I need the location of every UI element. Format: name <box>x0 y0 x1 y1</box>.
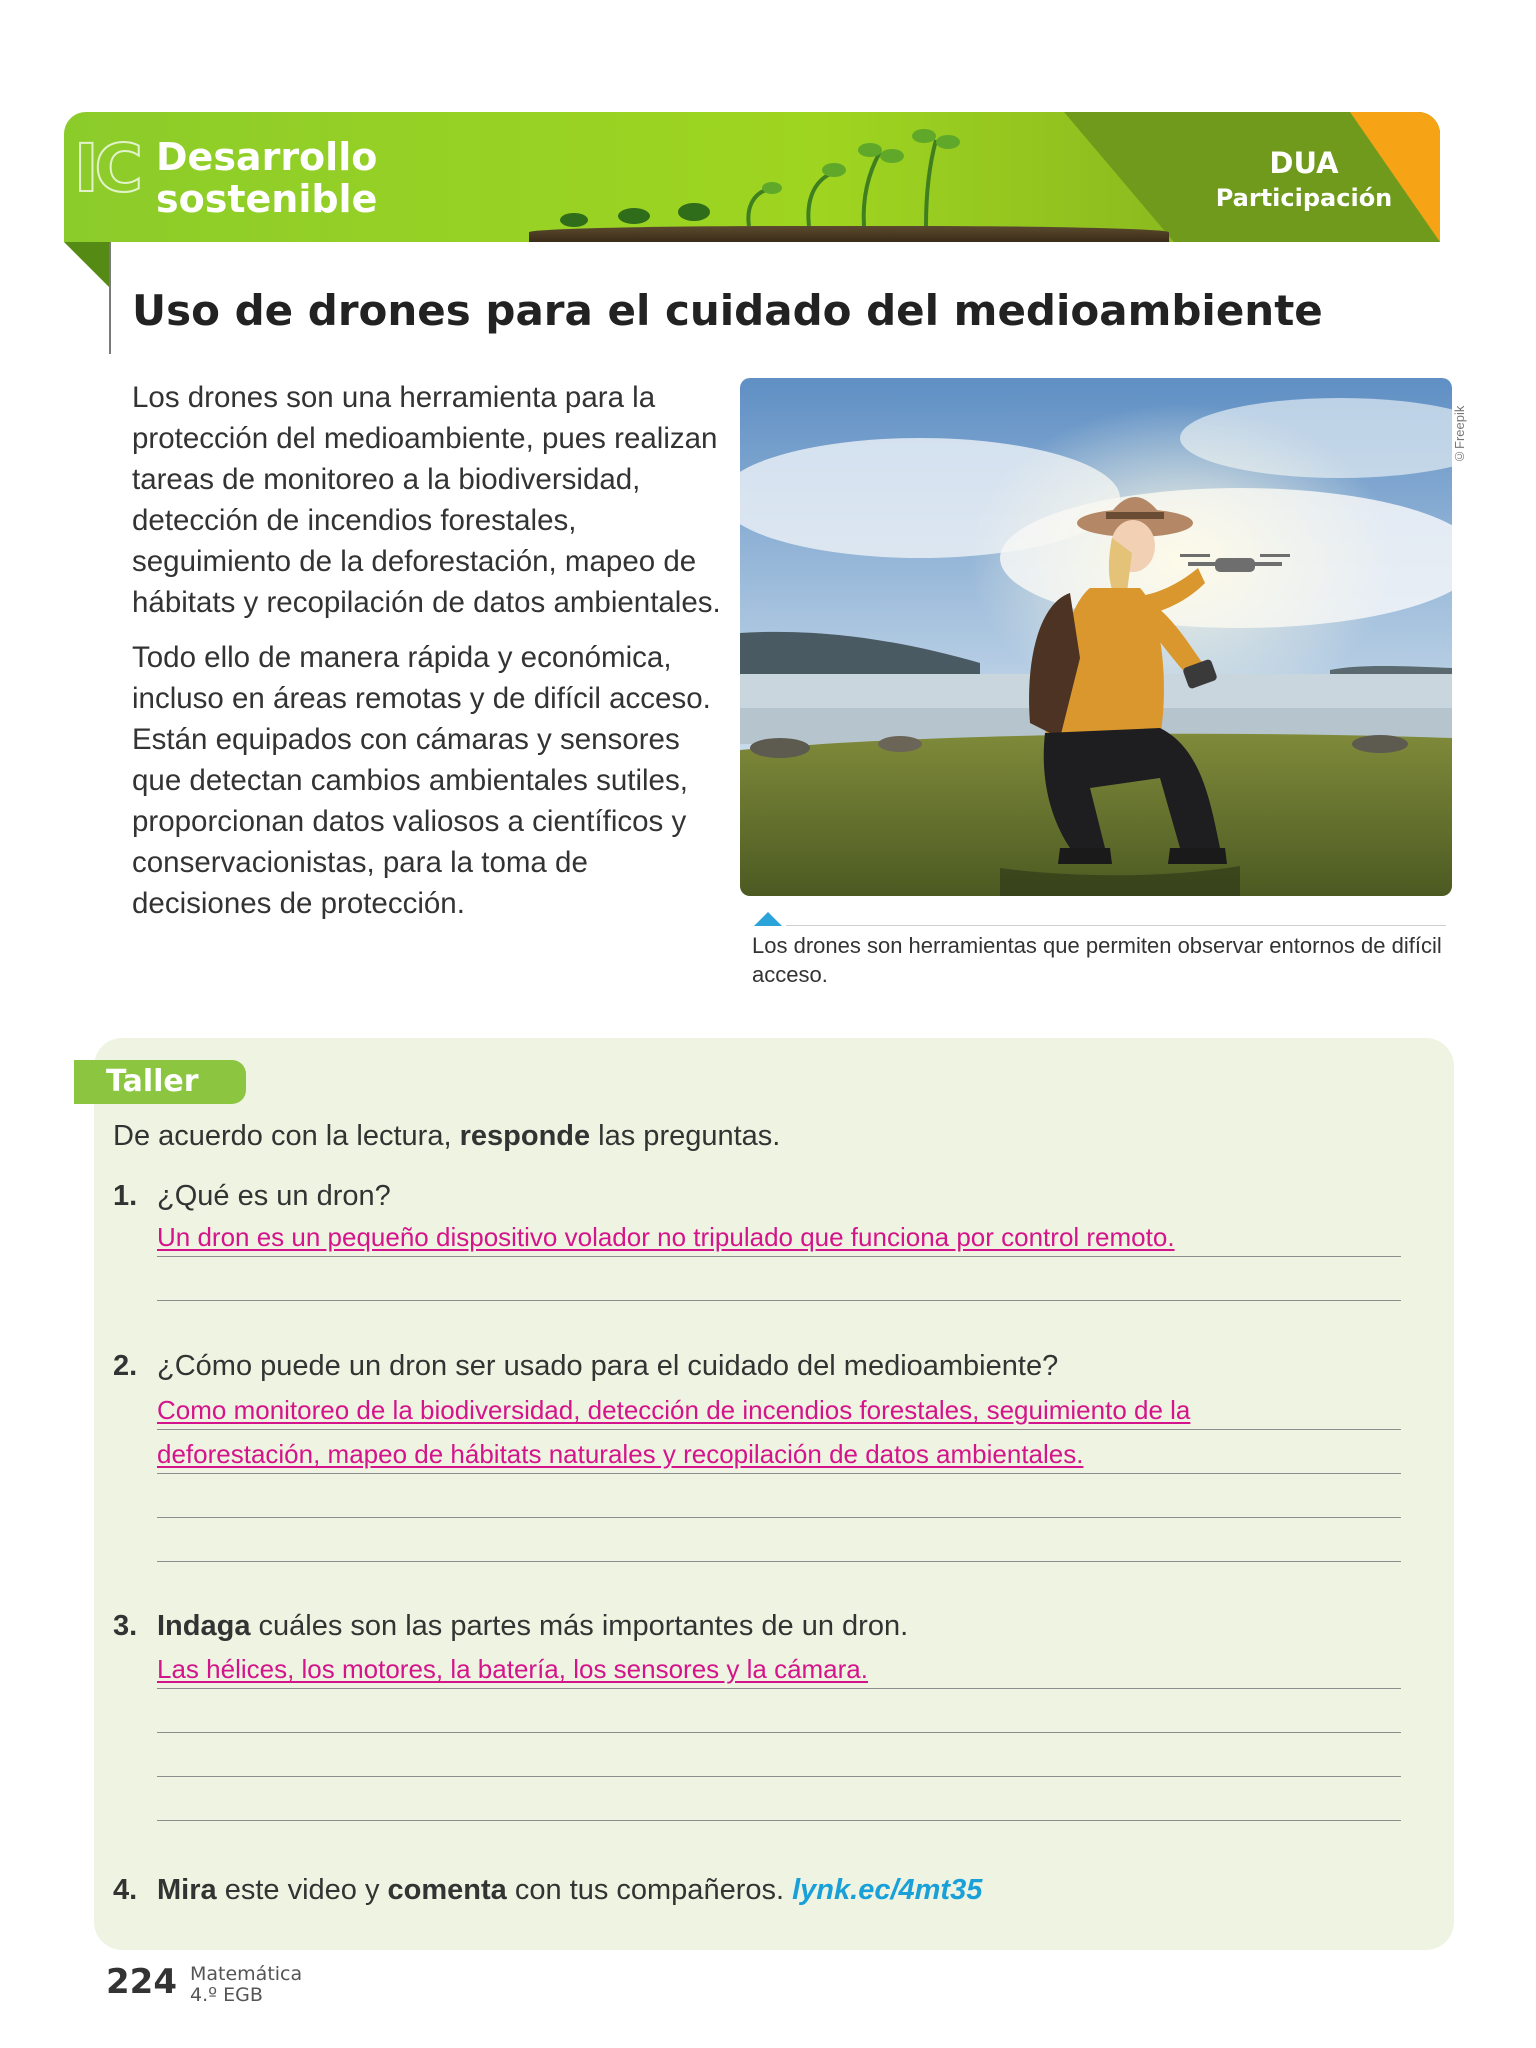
question-4: 4. Mira este video y comenta con tus compañeros. lynk.ec/4mt35 <box>113 1874 983 1906</box>
answer-line[interactable] <box>157 1300 1401 1301</box>
sprouts-icon <box>534 122 1134 232</box>
answer-2-line2[interactable]: deforestación, mapeo de hábitats naturales y recopilación de datos ambientales. <box>157 1439 1084 1469</box>
answer-2-line1[interactable]: Como monitoreo de la biodiversidad, detección de incendios forestales, seguimiento de la <box>157 1395 1191 1425</box>
caption-marker-icon <box>754 912 782 926</box>
taller-tag: Taller <box>74 1060 246 1104</box>
ic-logo-icon: IC <box>74 130 139 207</box>
article-paragraph-2: Todo ello de manera rápida y económica, incluso en áreas remotas y de difícil acceso. Están equipados con cámaras y sensores que detectan cambios ambientales sutiles, proporcionan datos valiosos a científicos y conservacionistas, para la toma de decisiones de protección. <box>132 641 711 920</box>
dua-label <box>1204 146 1404 212</box>
dua-title: DUA <box>1269 146 1339 180</box>
answer-line[interactable] <box>157 1256 1401 1257</box>
photo-credit: ©Freepik <box>1452 405 1467 464</box>
drone-photo <box>740 378 1452 896</box>
page-title: Uso de drones para el cuidado del medioambiente <box>132 286 1323 335</box>
question-2: 2. ¿Cómo puede un dron ser usado para el cuidado del medioambiente? <box>113 1350 1059 1382</box>
answer-3[interactable]: Las hélices, los motores, la batería, los sensores y la cámara. <box>157 1654 868 1684</box>
banner-fold <box>64 242 110 288</box>
caption-rule <box>786 925 1446 926</box>
question-3: 3. Indaga cuáles son las partes más importantes de un dron. <box>113 1610 909 1642</box>
answer-line[interactable] <box>157 1473 1401 1474</box>
answer-line[interactable] <box>157 1732 1401 1733</box>
title-rule <box>109 242 111 354</box>
section-title-line1: Desarrollo <box>156 135 378 179</box>
taller-instructions: De acuerdo con la lectura, responde las preguntas. <box>113 1120 781 1152</box>
section-title-line2: sostenible <box>156 177 378 221</box>
subject-label <box>190 1964 302 2006</box>
photo-caption: Los drones son herramientas que permiten observar entornos de difícil acceso. <box>752 933 1442 987</box>
answer-line[interactable] <box>157 1517 1401 1518</box>
article-paragraph-1: Los drones son una herramienta para la protección del medioambiente, pues realizan tareas de monitoreo a la biodiversidad, detección de incendios forestales, seguimiento de la deforestación, mapeo de hábitats y recopilación de datos ambientales. <box>132 381 721 619</box>
page-number: 224 <box>106 1962 177 2002</box>
article-body <box>132 377 732 938</box>
section-banner <box>64 112 1440 242</box>
video-link[interactable]: lynk.ec/4mt35 <box>792 1874 983 1906</box>
grade-label: 4.º EGB <box>190 1984 263 2006</box>
answer-line[interactable] <box>157 1429 1401 1430</box>
answer-line[interactable] <box>157 1820 1401 1821</box>
dua-subtitle: Participación <box>1215 184 1393 212</box>
answer-1[interactable]: Un dron es un pequeño dispositivo volador no tripulado que funciona por control remoto. <box>157 1222 1175 1252</box>
taller-panel <box>94 1038 1454 1950</box>
subject-name: Matemática <box>190 1963 303 1985</box>
answer-line[interactable] <box>157 1561 1401 1562</box>
section-title <box>156 136 377 220</box>
answer-line[interactable] <box>157 1776 1401 1777</box>
soil-strip <box>529 226 1169 242</box>
answer-line[interactable] <box>157 1688 1401 1689</box>
question-1: 1. ¿Qué es un dron? <box>113 1180 391 1212</box>
